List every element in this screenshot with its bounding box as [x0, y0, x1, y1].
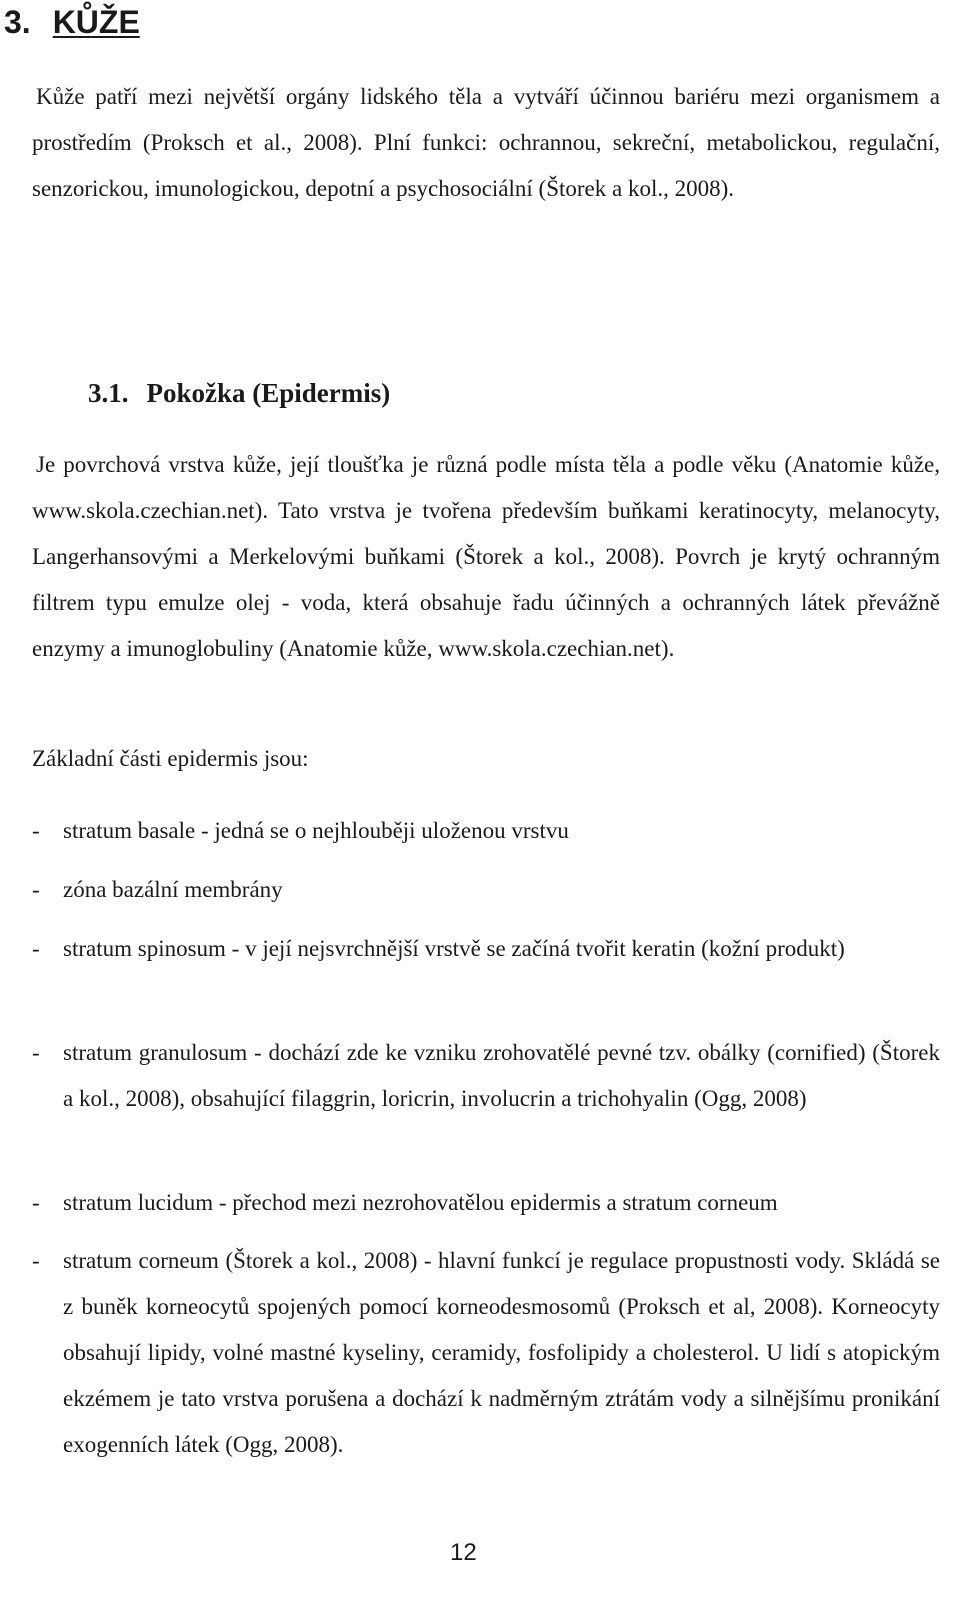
list-item-text: stratum lucidum - přechod mezi nezrohovatělou epidermis a stratum corneum	[63, 1190, 778, 1215]
section-heading	[88, 371, 390, 415]
list-item-text: stratum granulosum - dochází zde ke vzniku zrohovatělé pevné tzv. obálky (cornified) (Štorek a kol., 2008), obsahující filaggrin, loricrin, involucrin a trichohyalin (Ogg, 2008)	[63, 1040, 940, 1111]
list-dash: -	[32, 818, 40, 843]
section-body-paragraph: Je povrchová vrstva kůže, její tloušťka je různá podle místa těla a podle věku (Anatomie kůže, www.skola.czechian.net). Tato vrstva je tvořena především buňkami keratinocyty, melanocyty, Langerhansovými a Merkelovými buňkami (Štorek a kol., 2008). Povrch je krytý ochranným filtrem typu emulze olej - voda, která obsahuje řadu účinných a ochranných látek převážně enzymy a imunoglobuliny (Anatomie kůže, www.skola.czechian.net).	[32, 452, 940, 661]
list-dash: -	[32, 877, 40, 902]
list-item-text: stratum spinosum - v její nejsvrchnější vrstvě se začíná tvořit keratin (kožní produkt)	[63, 936, 845, 961]
list-dash: -	[32, 1248, 40, 1273]
list-dash: -	[32, 1190, 40, 1215]
list-item-text: stratum basale - jedná se o nejhlouběji uloženou vrstvu	[63, 818, 569, 843]
chapter-intro-paragraph: Kůže patří mezi největší orgány lidského těla a vytváří účinnou bariéru mezi organismem a prostředím (Proksch et al., 2008). Plní funkci: ochrannou, sekreční, metabolickou, regulační, senzorickou, imunologickou, depotní a psychosociální (Štorek a kol., 2008).	[32, 84, 940, 201]
list-dash: -	[32, 936, 40, 961]
section-title: Pokožka (Epidermis)	[146, 378, 391, 408]
chapter-number: 3.	[4, 4, 31, 40]
parts-intro: Základní části epidermis jsou:	[32, 746, 309, 771]
list-dash: -	[32, 1040, 40, 1065]
list-item-text: stratum corneum (Štorek a kol., 2008) - hlavní funkcí je regulace propustnosti vody. Skládá se z buněk korneocytů spojených pomocí korneodesmosomů (Proksch et al, 2008). Korneocyty obsahují lipidy, volné mastné kyseliny, ceramidy, fosfolipidy a cholesterol. U lidí s atopickým ekzémem je tato vrstva porušena a dochází k nadměrným ztrátám vody a silnějšímu pronikání exogenních látek (Ogg, 2008).	[63, 1248, 940, 1457]
page-number: 12	[450, 1539, 477, 1566]
list-item-text: zóna bazální membrány	[63, 877, 283, 902]
chapter-title: KŮŽE	[52, 4, 140, 40]
chapter-heading	[4, 2, 140, 42]
section-number: 3.1.	[88, 378, 129, 408]
